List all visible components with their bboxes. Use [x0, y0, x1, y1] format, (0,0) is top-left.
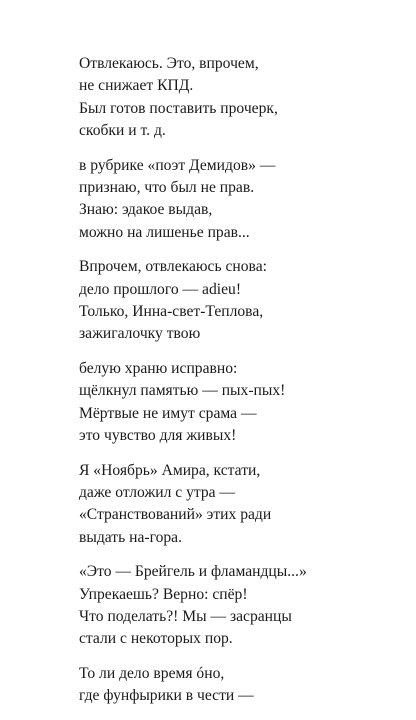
poem-line: стали с некоторых пор.: [79, 630, 233, 648]
poem-line: это чувство для живых!: [79, 427, 237, 445]
poem-line: дело прошлого — adieu!: [79, 280, 242, 298]
poem-line: зажигалочку твою: [79, 325, 201, 343]
poem-line: Был готов поставить прочерк,: [79, 99, 278, 117]
poem-line: можно на лишенье прав...: [79, 223, 250, 241]
poem-line: То ли дело время óно,: [79, 664, 225, 682]
stanza: [79, 460, 399, 550]
poem-line: «Это — Брейгель и фламандцы...»: [79, 563, 307, 581]
poem-line: Впрочем, отвлекаюсь снова:: [79, 258, 267, 276]
poem-line: скобки и т. д.: [79, 122, 166, 140]
stanza: [79, 663, 399, 708]
poem-line: белую храню исправно:: [79, 359, 238, 377]
poem-line: признаю, что был не прав.: [79, 179, 255, 197]
poem-line: «Странствований» этих ради: [79, 506, 272, 524]
stanza: [79, 358, 399, 448]
stanza: [79, 256, 399, 346]
poem-line: даже отложил с утра —: [79, 483, 236, 501]
stanza: [79, 155, 399, 245]
poem-line: Мёртвые не имут срама —: [79, 404, 257, 422]
poem-line: выдать на-гора.: [79, 528, 182, 546]
poem-line: в рубрике «поэт Демидов» —: [79, 156, 276, 174]
poem-line: Отвлекаюсь. Это, впрочем,: [79, 55, 259, 72]
poem-line: Что поделать?! Мы — засранцы: [79, 607, 292, 625]
poem-line: щёлкнул памятью — пых-пых!: [79, 382, 286, 400]
poem-line: Я «Ноябрь» Амира, кстати,: [79, 461, 261, 479]
poem-line: не снижает КПД.: [79, 77, 194, 95]
stanza: [79, 53, 399, 143]
stanza: [79, 561, 399, 651]
poem-text: [79, 53, 399, 720]
poem-line: где фунфырики в чести —: [79, 687, 254, 705]
poem-line: Знаю: эдакое выдав,: [79, 201, 213, 219]
poem-line: Только, Инна-свет-Теплова,: [79, 303, 264, 321]
poem-line: Упрекаешь? Верно: спёр!: [79, 585, 248, 603]
